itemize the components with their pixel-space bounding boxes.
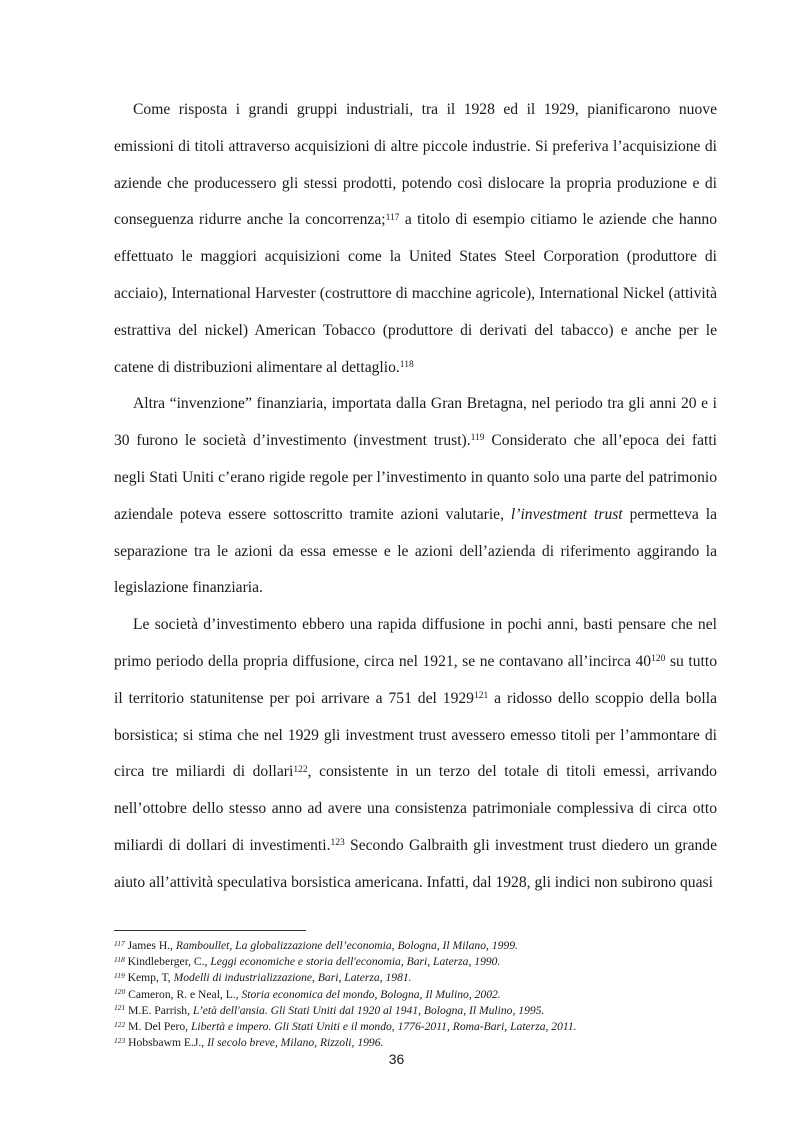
footnote-author: Kindleberger, C., — [127, 955, 211, 969]
footnote-ref-123[interactable]: 123 — [330, 838, 345, 849]
footnote-number: 119 — [114, 971, 125, 981]
paragraph-1 — [114, 92, 717, 386]
footnote-117 — [114, 938, 717, 954]
footnote-ref-121[interactable]: 121 — [473, 691, 489, 701]
footnote-number: 118 — [114, 954, 125, 964]
footnote-title: Il secolo breve, Milano, Rizzoli, 1996. — [207, 1036, 384, 1050]
footnote-author: Hobsbawm E.J., — [128, 1036, 208, 1050]
footnote-122 — [114, 1019, 717, 1035]
footnote-number: 120 — [114, 987, 126, 997]
footnote-ref-118[interactable]: 118 — [399, 359, 414, 370]
paragraph-text: Le società d’investimento ebbero una rapida diffusione in pochi anni, basti pensare che nel primo periodo della propria diffusione, circa nel 1921, se ne contavano all’incirca 40 — [114, 616, 717, 670]
footnote-author: Kemp, T, — [127, 971, 174, 985]
paragraph-text: a ridosso dello scoppio della bolla borsistica; si stima che nel 1929 gli investment trust avessero emesso titoli per l’ammontare di circa tre miliardi di dollari — [114, 689, 717, 781]
italic-term: l’investment trust — [510, 505, 623, 523]
footnote-author: James H., — [127, 939, 176, 952]
footnote-118 — [114, 954, 717, 970]
footnote-121 — [114, 1003, 717, 1019]
footnote-title: Ramboullet, La globalizzazione dell’economia, Bologna, Il Milano, 1999. — [175, 939, 518, 952]
footnote-number: 123 — [114, 1035, 126, 1045]
footnote-separator — [114, 930, 306, 931]
footnote-ref-117[interactable]: 117 — [385, 212, 400, 223]
footnote-number: 122 — [114, 1019, 126, 1029]
paragraph-3 — [114, 607, 717, 901]
paragraph-text: Altra “invenzione” finanziaria, importata dalla Gran Bretagna, nel periodo tra gli anni 20 e i 30 furono le società d’investimento (investment trust). — [114, 395, 717, 450]
body-text — [114, 92, 717, 902]
footnotes — [114, 938, 717, 1051]
paragraph-text: permetteva la separazione tra le azioni da essa emesse e le azioni dell’azienda di riferimento aggirando la legislazione finanziaria. — [114, 505, 717, 597]
paragraph-2 — [114, 386, 717, 607]
footnote-title: Storia economica del mondo, Bologna, Il Mulino, 2002. — [241, 987, 501, 1001]
page-number: 36 — [388, 1051, 405, 1067]
paragraph-text: Secondo Galbraith gli investment trust diedero un grande aiuto all’attività speculativa borsistica americana. Infatti, dal 1928, gli indici non subirono quasi — [114, 836, 718, 891]
footnote-title: Leggi economiche e storia dell'economia, Bari, Laterza, 1990. — [210, 955, 501, 969]
paragraph-text: Considerato che all’epoca dei fatti negli Stati Uniti c’erano rigide regole per l’investimento in quanto solo una parte del patrimonio aziendale poteva essere sottoscritto tramite azioni valutarie, — [114, 432, 717, 523]
footnote-number: 117 — [114, 938, 125, 948]
paragraph-text: , consistente in un terzo del totale di titoli emessi, arrivando nell’ottobre dello stesso anno ad avere una consistenza patrimoniale complessiva di circa otto miliardi di dollari di investimenti. — [114, 763, 717, 854]
footnote-123 — [114, 1035, 717, 1051]
footnote-title: Libertà e impero. Gli Stati Uniti e il mondo, 1776-2011, Roma-Bari, Laterza, 2011. — [190, 1020, 577, 1034]
footnote-ref-119[interactable]: 119 — [470, 433, 485, 444]
footnote-120 — [114, 987, 717, 1003]
footnote-ref-122[interactable]: 122 — [293, 764, 308, 775]
footnote-author: M. Del Pero, — [128, 1020, 191, 1034]
footnote-number: 121 — [114, 1003, 126, 1013]
paragraph-text: a titolo di esempio citiamo le aziende che hanno effettuato le maggiori acquisizioni come la United States Steel Corporation (produttore di acciaio), International Harvester (costruttore di macchine agricole), International Nickel (attività estrattiva del nickel) American Tobacco (produttore di derivati del tabacco) e anche per le catene di distribuzioni alimentare al dettaglio. — [114, 211, 718, 376]
paragraph-text: Come risposta i grandi gruppi industriali, tra il 1928 ed il 1929, pianificarono nuove emissioni di titoli attraverso acquisizioni di altre piccole industrie. Si preferiva l’acquisizione di aziende che producessero gli stessi prodotti, potendo così dislocare la propria produzione e di conseguenza ridurre anche la concorrenza; — [114, 101, 717, 229]
paragraph-text: su tutto il territorio statunitense per poi arrivare a 751 del 1929 — [114, 652, 717, 707]
footnote-119 — [114, 970, 717, 986]
footnote-author: Cameron, R. e Neal, L., — [128, 987, 242, 1001]
footnote-title: L’età dell'ansia. Gli Stati Uniti dal 1920 al 1941, Bologna, Il Mulino, 1995. — [192, 1003, 545, 1017]
footnote-title: Modelli di industrializzazione, Bari, Laterza, 1981. — [173, 971, 412, 985]
footnote-ref-120[interactable]: 120 — [651, 654, 666, 665]
footnote-author: M.E. Parrish, — [128, 1003, 193, 1017]
